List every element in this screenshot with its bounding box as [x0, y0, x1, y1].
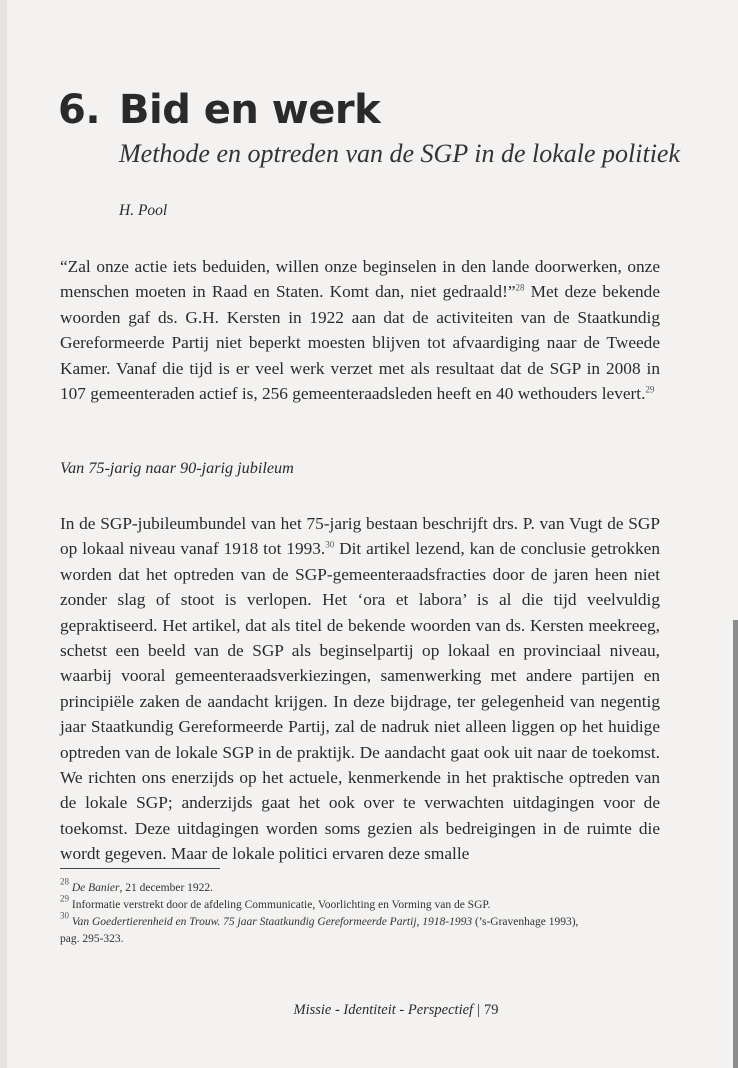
chapter-title: [58, 84, 380, 136]
chapter-subtitle: Methode en optreden van de SGP in de lokale politiek: [119, 139, 680, 168]
footnote-29: [60, 893, 660, 914]
page-gutter-shadow: [0, 0, 7, 1068]
author-name: H. Pool: [119, 202, 168, 219]
footnote-number: 28: [60, 876, 69, 887]
body-paragraph: [60, 511, 660, 867]
footnote-divider: [60, 868, 220, 869]
page-number: 79: [484, 1002, 499, 1018]
page-edge-shadow: [733, 620, 738, 1068]
footnote-source-title: Van Goedertierenheid en Trouw. 75 jaar Staatkundig Gereformeerde Partij, 1918-1993: [71, 916, 473, 928]
footnote-text: , 21 december 1922.: [119, 882, 214, 894]
page-footer: [256, 1001, 536, 1019]
book-title: Missie - Identiteit - Perspectief: [293, 1002, 474, 1018]
chapter-number: 6.: [58, 87, 101, 133]
footnote-30: [60, 910, 660, 931]
footnote-ref-29: 29: [645, 384, 655, 395]
footnote-number: 29: [60, 893, 69, 904]
footnote-text: (’s-Gravenhage 1993),: [472, 916, 579, 928]
footnote-source-title: De Banier: [71, 882, 120, 894]
footnote-text: Informatie verstrekt door de afdeling Communicatie, Voorlichting en Vorming van de SGP.: [71, 899, 491, 911]
footer-separator: |: [477, 1002, 480, 1018]
chapter-title-text: Bid en werk: [119, 87, 381, 133]
footnotes: [60, 876, 660, 948]
intro-paragraph: [60, 254, 660, 406]
body-text-rest: Dit artikel lezend, kan de conclusie getrokken worden dat het optreden van de SGP-gemeenteraadsfracties door de jaren heen niet zonder slag of stoot is verlopen. Het ‘ora et labora’ is al die tijd veelvuldig gepraktiseerd. Het artikel, dat als titel de bekende woorden van ds. Kersten meekreeg, schetst een beeld van de SGP als beginselpartij op lokaal en provinciaal niveau, waarbij vooral gemeenteraadsverkiezingen, samenwerking met andere partijen en principiële zaken de aandacht krijgen. In deze bijdrage, ter gelegenheid van negentig jaar Staatkundig Gereformeerde Partij, zal de nadruk niet alleen liggen op het huidige optreden van de lokale SGP in de praktijk. De aandacht gaat ook uit naar de toekomst. We richten ons enerzijds op het actuele, kenmerkende in het praktische optreden van de lokale SGP; anderzijds gaat het ook over te verwachten uitdagingen voor de toekomst. Deze uitdagingen worden soms gezien als bedreigingen in de ruimte die wordt gegeven. Maar de lokale politici ervaren deze smalle: [60, 539, 660, 864]
footnote-ref-30: 30: [325, 540, 335, 551]
intro-quote: “Zal onze actie iets beduiden, willen onze beginselen in den lande doorwerken, onze menschen moeten in Raad en Staten. Komt dan, niet gedraald!”: [60, 257, 660, 302]
intro-text: Met deze bekende woorden gaf ds. G.H. Kersten in 1922 aan dat de activiteiten van de Staatkundig Gereformeerde Partij niet beperkt moesten blijven tot afvaardiging naar de Tweede Kamer. Vanaf die tijd is er veel werk verzet met als resultaat dat de SGP in 2008 in 107 gemeenteraden actief is, 256 gemeenteraadsleden heeft en 40 wethouders levert.: [60, 282, 660, 404]
body-text-start: In de SGP-jubileumbundel van het 75-jarig bestaan beschrijft drs. P. van Vugt de SGP op lokaal niveau vanaf 1918 tot 1993.: [60, 514, 660, 559]
footnote-28: [60, 876, 660, 897]
footnote-ref-28: 28: [515, 283, 525, 294]
footnote-number: 30: [60, 910, 69, 921]
section-heading: Van 75-jarig naar 90-jarig jubileum: [60, 459, 294, 477]
footnote-30-continuation: pag. 295-323.: [60, 933, 124, 945]
